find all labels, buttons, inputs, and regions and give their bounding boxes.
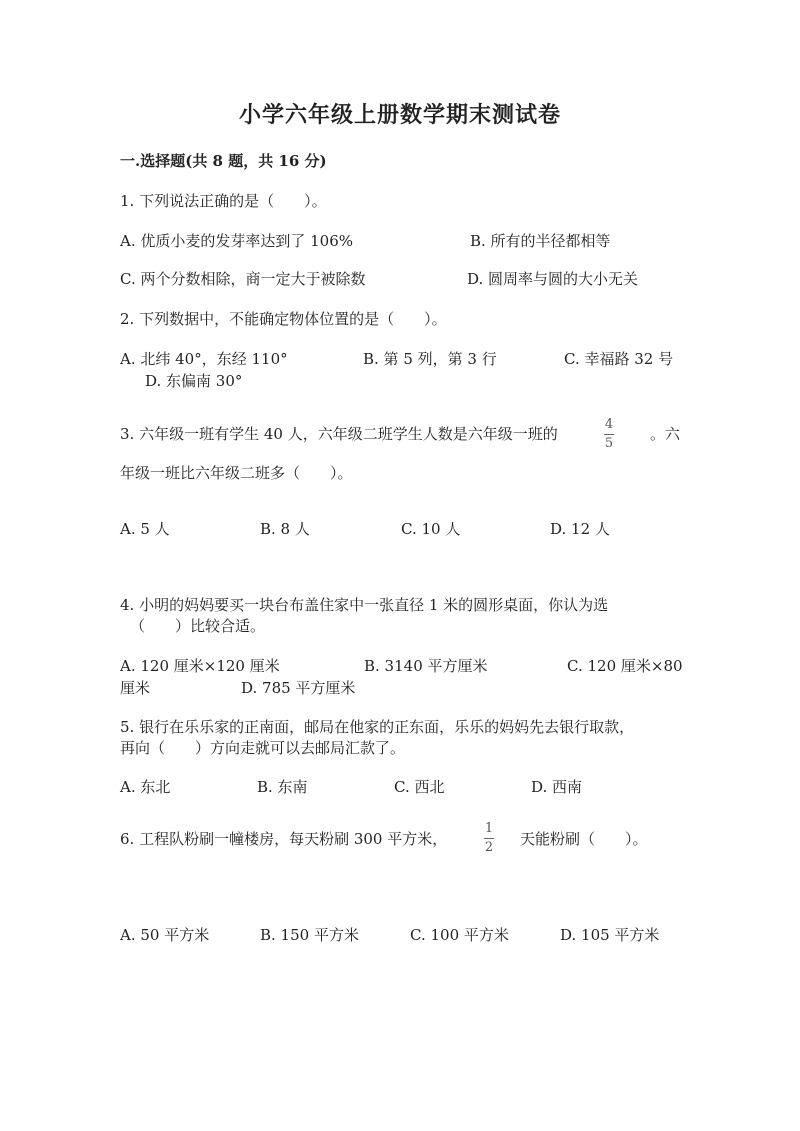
question-5-option-c: C. 西北 [394, 778, 445, 796]
page-title: 小学六年级上册数学期末测试卷 [238, 102, 561, 128]
question-5-stem-line2: 再向（ ）方向走就可以去邮局汇款了。 [120, 739, 406, 757]
question-3-option-b: B. 8 人 [260, 520, 310, 538]
question-4-stem-line1: 4. 小明的妈妈要买一块台布盖住家中一张直径 1 米的圆形桌面，你认为选 [120, 596, 609, 614]
question-1-stem: 1. 下列说法正确的是（ ）。 [120, 192, 327, 210]
question-1-option-c: C. 两个分数相除，商一定大于被除数 [120, 270, 366, 288]
question-4-stem-line2: （ ）比较合适。 [130, 617, 266, 635]
question-2-option-d: D. 东偏南 30° [145, 372, 243, 390]
question-6-option-d: D. 105 平方米 [560, 926, 660, 944]
question-5-option-d: D. 西南 [531, 778, 583, 796]
question-1-option-d: D. 圆周率与圆的大小无关 [467, 270, 639, 288]
question-2-option-b: B. 第 5 列，第 3 行 [363, 350, 497, 368]
question-3-option-c: C. 10 人 [401, 520, 461, 538]
question-4-option-c-continued: 厘米 [120, 679, 151, 697]
fraction-denominator: 5 [604, 436, 614, 451]
question-3-option-d: D. 12 人 [550, 520, 610, 538]
question-6-stem-part2: 天能粉刷（ ）。 [520, 830, 648, 848]
question-4-option-b: B. 3140 平方厘米 [364, 657, 488, 675]
question-3-stem-part1: 3. 六年级一班有学生 40 人，六年级二班学生人数是六年级一班的 [120, 425, 558, 443]
question-6-option-c: C. 100 平方米 [410, 926, 509, 944]
question-2-option-c: C. 幸福路 32 号 [564, 350, 674, 368]
question-4-option-a: A. 120 厘米×120 厘米 [120, 657, 280, 675]
question-2-stem: 2. 下列数据中，不能确定物体位置的是（ ）。 [120, 310, 447, 328]
fraction-bar [604, 434, 614, 435]
question-3-fraction [604, 418, 614, 450]
fraction-bar [484, 838, 494, 839]
question-4-option-d: D. 785 平方厘米 [241, 679, 356, 697]
question-1-option-a: A. 优质小麦的发芽率达到了 106% [120, 232, 354, 250]
question-3-stem-part2: 。六 [650, 425, 681, 443]
question-3-stem-line2: 年级一班比六年级二班多（ ）。 [120, 464, 353, 482]
fraction-numerator: 4 [604, 417, 614, 432]
fraction-denominator: 2 [484, 840, 494, 855]
question-2-option-a: A. 北纬 40°，东经 110° [120, 350, 288, 368]
question-6-option-a: A. 50 平方米 [120, 926, 210, 944]
fraction-numerator: 1 [484, 821, 494, 836]
question-1-option-b: B. 所有的半径都相等 [470, 232, 611, 250]
question-5-option-b: B. 东南 [257, 778, 308, 796]
question-3-option-a: A. 5 人 [120, 520, 170, 538]
question-6-fraction [484, 822, 494, 854]
section-heading: 一.选择题(共 8 题，共 16 分) [120, 152, 327, 170]
question-4-option-c: C. 120 厘米×80 [567, 657, 683, 675]
question-5-stem-line1: 5. 银行在乐乐家的正南面，邮局在他家的正东面，乐乐的妈妈先去银行取款， [120, 718, 635, 736]
question-5-option-a: A. 东北 [120, 778, 171, 796]
question-6-stem-part1: 6. 工程队粉刷一幢楼房，每天粉刷 300 平方米， [120, 830, 448, 848]
question-6-option-b: B. 150 平方米 [260, 926, 359, 944]
